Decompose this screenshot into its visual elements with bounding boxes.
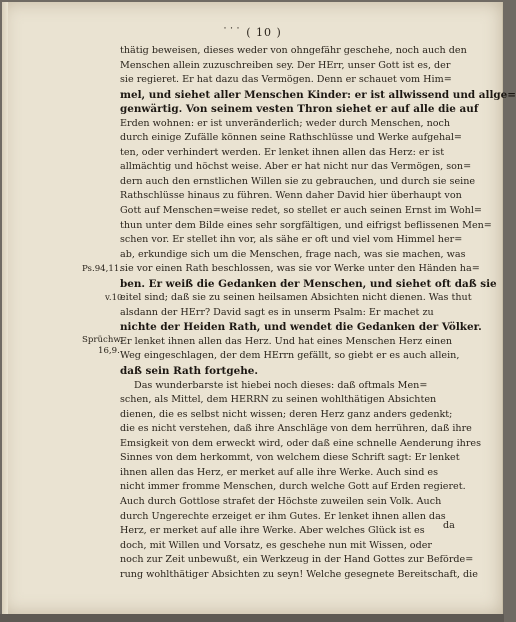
text-line: nicht immer fromme Menschen, durch welche Gott auf Erden regieret.: [120, 481, 466, 493]
header-ornament: ˙˙˙: [222, 26, 242, 39]
text-line: eitel sind; daß sie zu seinen heilsamen Absichten nicht dienen. Was thut: [120, 292, 472, 304]
page-number: ( 10 ): [246, 26, 282, 39]
text-line: thätig beweisen, dieses weder von ohngefähr geschehe, noch auch den: [120, 45, 467, 56]
text-line: dienen, die es selbst nicht wissen; deren Herz ganz anders gedenkt;: [120, 408, 453, 420]
text-line: Gott auf Menschen=weise redet, so stellet er auch seinen Ernst im Wohl=: [120, 205, 482, 217]
text-line: allmächtig und höchst weise. Aber er hat nicht nur das Vermögen, son=: [120, 161, 472, 173]
text-line: Auch durch Gottlose strafet der Höchste zuweilen sein Volk. Auch: [120, 495, 442, 507]
margin-note-proverbs-ref: 16,9.: [98, 346, 120, 356]
text-line: dern auch den ernstlichen Willen sie zu gebrauchen, und durch sie seine: [120, 175, 476, 187]
text-line: Das wunderbarste ist hiebei noch dieses: daß oftmals Men=: [134, 379, 428, 391]
main-text: [120, 44, 516, 582]
text-line: durch Ungerechte erzeiget er ihm Gutes. Er lenket ihnen allen das: [120, 510, 446, 522]
page-edge: [0, 614, 504, 622]
text-line: Herz, er merket auf alle ihre Werke. Aber welches Glück ist es: [120, 525, 425, 537]
page-header: [2, 26, 502, 39]
text-line: thun unter dem Bilde eines sehr sorgfältigen, und eifrigst beflissenen Men=: [120, 219, 492, 231]
text-line: nichte der Heiden Rath, und wendet die Gedanken der Völker.: [120, 321, 482, 334]
text-line: durch einige Zufälle können seine Rathschlüsse und Werke aufgehal=: [120, 132, 462, 144]
text-line: schen, als Mittel, dem HERRN zu seinen wohlthätigen Absichten: [120, 394, 437, 406]
text-line: Weg eingeschlagen, der dem HErrn gefällt, so giebt er es auch allein,: [120, 350, 460, 362]
text-line: Sinnes von dem herkommt, von welchem diese Schrift sagt: Er lenket: [120, 452, 460, 464]
text-line: daß sein Rath fortgehe.: [120, 365, 259, 378]
text-line: die es nicht verstehen, daß ihre Anschläge von dem herrühren, daß ihre: [120, 423, 472, 435]
catchword: da: [443, 520, 455, 531]
text-line: ten, oder verhindert werden. Er lenket ihnen allen das Herz: er ist: [120, 146, 445, 158]
margin-note-proverbs: Sprüchw.: [82, 335, 123, 345]
text-line: sie regieret. Er hat dazu das Vermögen. Denn er schauet vom Him=: [120, 74, 452, 86]
text-line: noch zur Zeit unbewußt, ein Werkzeug in der Hand Gottes zur Beförde=: [120, 554, 474, 566]
text-line: ben. Er weiß die Gedanken der Menschen, und siehet oft daß sie: [120, 277, 497, 290]
margin-note-psalm: Ps.94,11.: [82, 264, 123, 274]
text-line: schen vor. Er stellet ihn vor, als sähe er oft und viel vom Himmel her=: [120, 234, 463, 246]
text-line: doch, mit Willen und Vorsatz, es geschehe nun mit Wissen, oder: [120, 539, 432, 551]
text-line: Menschen allein zuzuschreiben sey. Der HErr, unser Gott ist es, der: [120, 59, 451, 71]
text-line: rung wohlthätiger Absichten zu seyn! Welche gesegnete Bereitschaft, die: [120, 568, 478, 580]
text-line: genwärtig. Von seinem vesten Thron siehet er auf alle die auf: [120, 103, 479, 116]
text-line: ihnen allen das Herz, er merket auf alle ihre Werke. Auch sind es: [120, 466, 439, 478]
text-line: Erden wohnen: er ist unveränderlich; weder durch Menschen, noch: [120, 117, 451, 129]
text-line: mel, und siehet aller Menschen Kinder: er ist allwissend und allge=: [120, 88, 516, 101]
margin-note-verse: v.10.: [105, 293, 126, 303]
text-line: Rathschlüsse hinaus zu führen. Wenn daher David hier überhaupt von: [120, 190, 462, 202]
text-line: sie vor einen Rath beschlossen, was sie vor Werke unter den Händen ha=: [120, 263, 480, 275]
text-line: Emsigkeit von dem erweckt wird, oder daß eine schnelle Aenderung ihres: [120, 437, 482, 449]
text-line: ab, erkundige sich um die Menschen, frage nach, was sie machen, was: [120, 248, 466, 260]
text-line: alsdann der HErr? David sagt es in unserm Psalm: Er machet zu: [120, 306, 434, 318]
book-page: [2, 2, 516, 614]
text-line: Er lenket ihnen allen das Herz. Und hat eines Menschen Herz einen: [120, 335, 453, 347]
